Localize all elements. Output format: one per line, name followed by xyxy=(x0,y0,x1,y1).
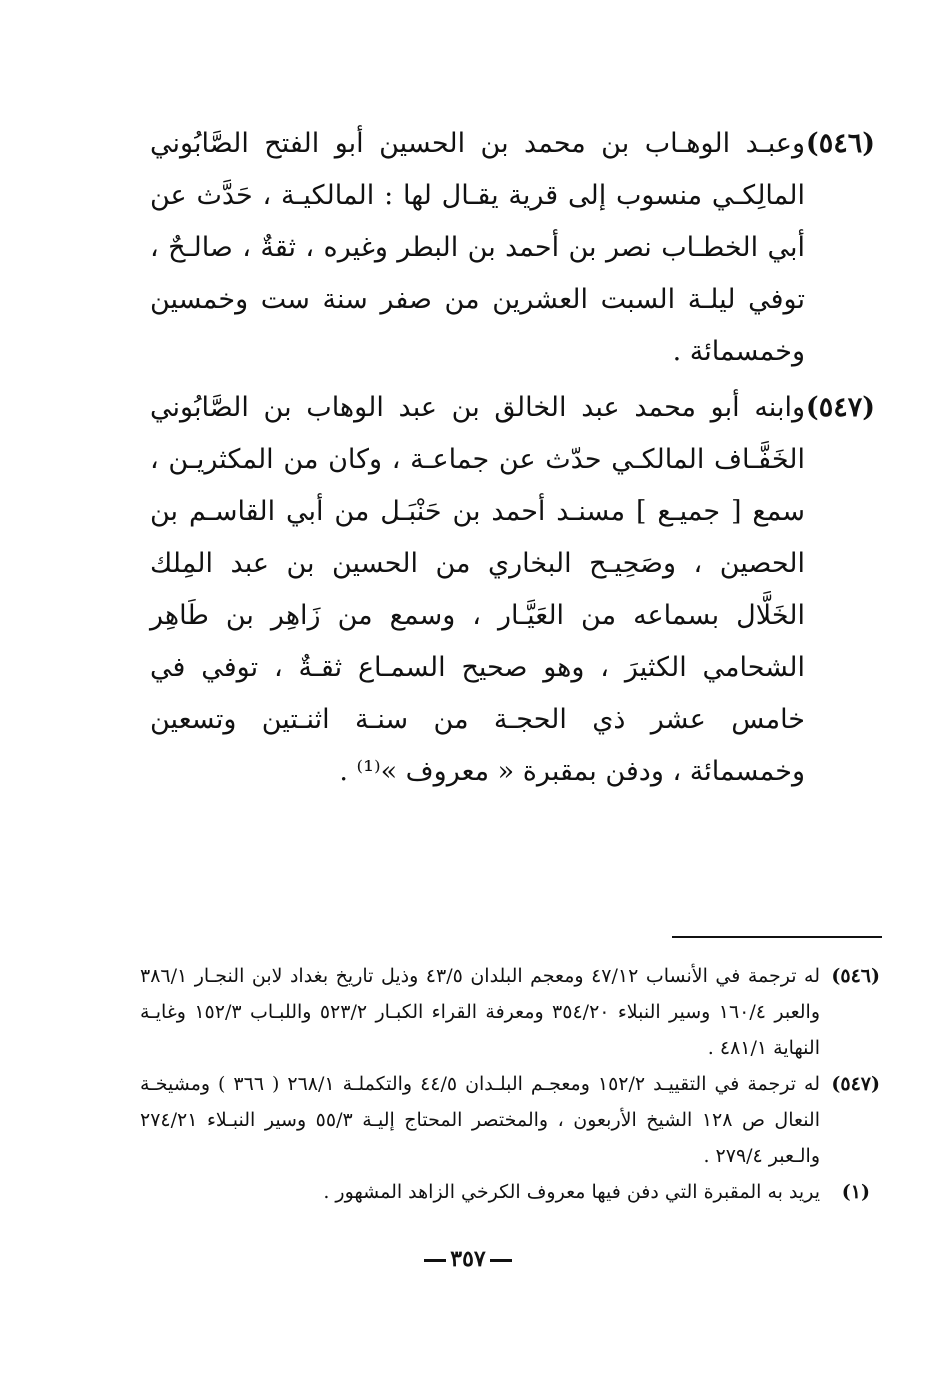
page-number-dash xyxy=(490,1259,512,1262)
entry-text: وعبـد الوهـاب بن محمد بن الحسين أبو الفتح الصَّابُوني المالِكـي منسوب إلى قرية يقـال لها : المالكيـة ، حَدَّث عن أبي الخطـاب نصر بن أحمد بن البطر وغيره ، ثقةٌ ، صالـحٌ ، توفي ليلـة السبت العشرين من صفر سنة ست وخمسين وخمسمائة . xyxy=(150,128,805,367)
footnote-1 xyxy=(140,1174,880,1210)
footnote-number: (٥٤٦) xyxy=(831,965,880,987)
entry-547 xyxy=(150,382,875,798)
entry-546 xyxy=(150,118,875,378)
footnote-number: (١) xyxy=(841,1181,870,1203)
entry-number: (٥٤٧) xyxy=(805,392,875,423)
page-number-dash xyxy=(424,1259,446,1262)
page-number xyxy=(0,1246,936,1272)
page-number-value: ٣٥٧ xyxy=(450,1246,486,1272)
footnote-number: (٥٤٧) xyxy=(831,1073,880,1095)
entry-number: (٥٤٦) xyxy=(805,128,875,159)
footnotes xyxy=(140,958,880,1210)
entry-text: وابنه أبو محمد عبد الخالق بن عبد الوهاب بن الصَّابُوني الخَفَّـاف المالكـي حدّث عن جماعـة ، وكان من المكثريـن ، سمع [ جميـع ] مسنـد أحمد بن حَنْبَـل من أبي القاسـم بن الحصين ، وصَحِيـح البخاري من الحسين بن عبد المِلك الخَلَّال بسماعه من العَيَّـار ، وسمع من زَاهِر بن طَاهِر الشحامي الكثيرَ ، وهو صحيح السمـاع ثقـةٌ ، توفي في خامس عشر ذي الحجـة من سنـة اثنـتين وتسعين وخمسمائة ، ودفن بمقبرة « معروف »⁽¹⁾ . xyxy=(150,392,805,787)
footnote-546 xyxy=(140,958,880,1066)
footnote-547 xyxy=(140,1066,880,1174)
footnote-text: يريد به المقبرة التي دفن فيها معروف الكرخي الزاهد المشهور . xyxy=(323,1181,820,1203)
footnote-text: له ترجمة في التقييـد ١٥٢/٢ ومعجـم البلـدان ٤٤/٥ والتكملـة ٢٦٨/١ ( ٣٦٦ ) ومشيخـة النعال ص ١٢٨ الشيخ الأربعون ، والمختصر المحتاج إليـة ٥٥/٣ وسير النبـلاء ٢٧٤/٢١ والـعبر ٢٧٩/٤ . xyxy=(140,1073,820,1167)
main-text xyxy=(150,118,875,802)
footnote-text: له ترجمة في الأنساب ٤٧/١٢ ومعجم البلدان ٤٣/٥ وذيل تاريخ بغداد لابن النجـار ٣٨٦/١ والعبر ١٦٠/٤ وسير النبلاء ٣٥٤/٢٠ ومعرفة القراء الكبـار ٥٢٣/٢ واللبـاب ١٥٢/٣ وغايـة النهاية ٤٨١/١ . xyxy=(140,965,820,1059)
footnote-separator xyxy=(672,936,882,938)
